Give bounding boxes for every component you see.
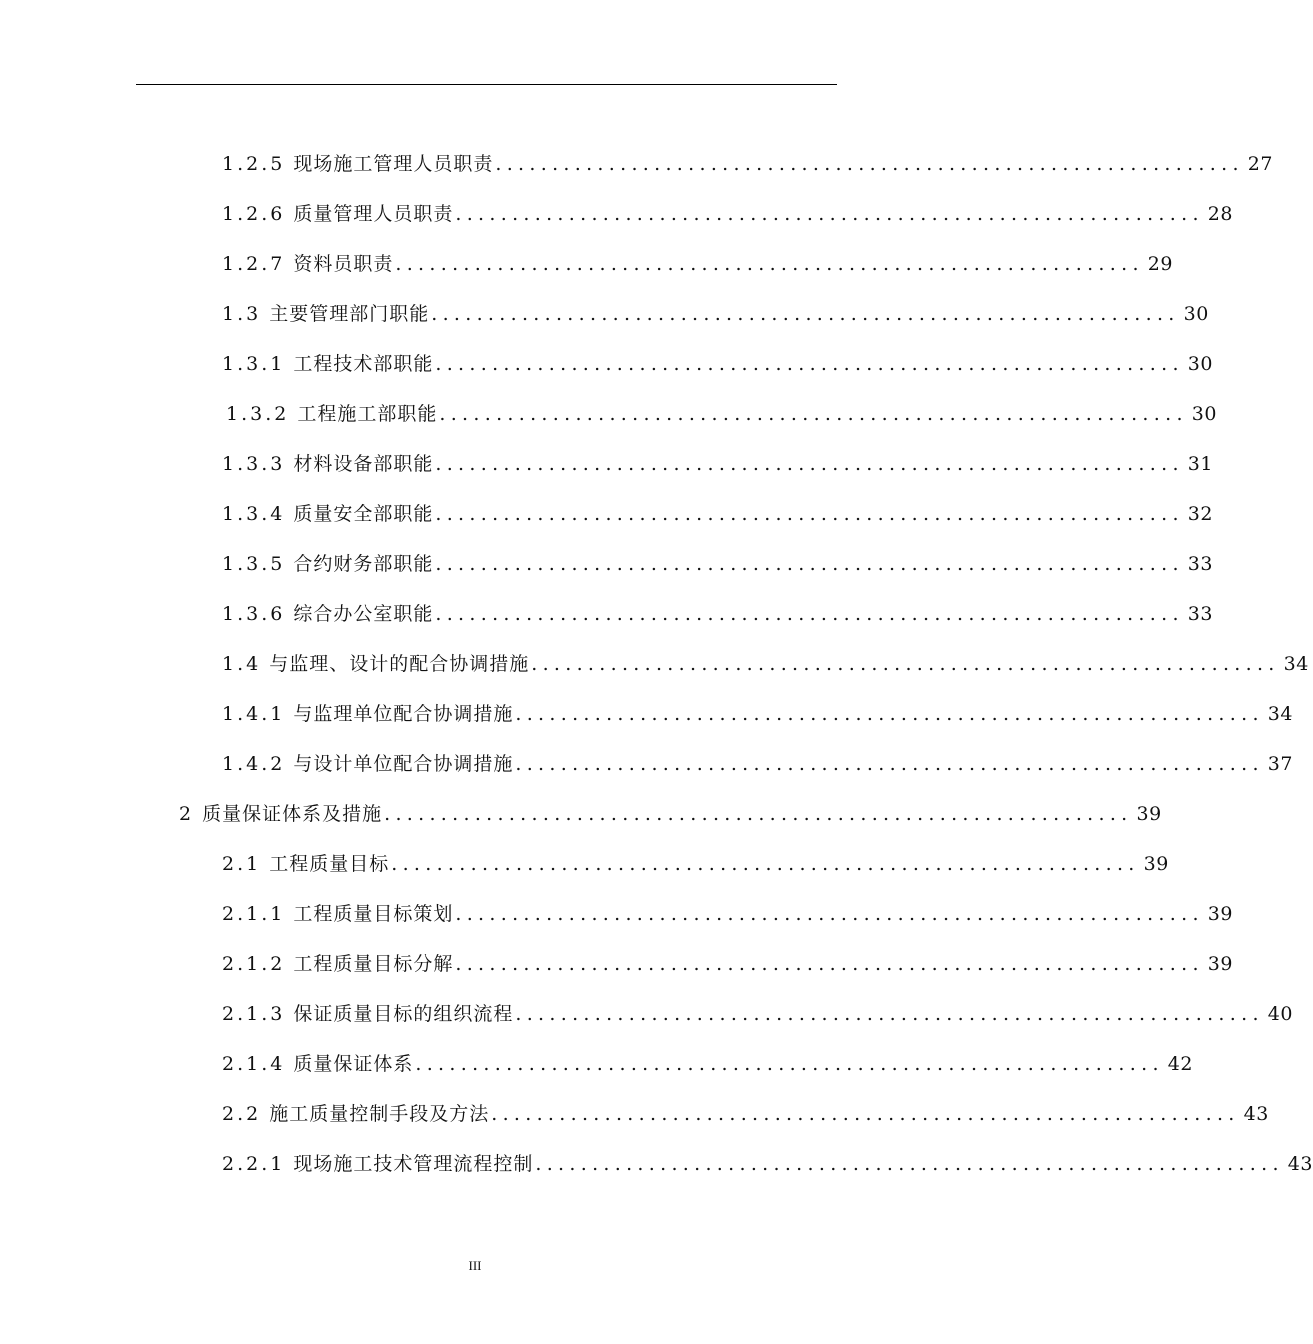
toc-entry-number: 1.4.2 <box>222 753 286 775</box>
toc-entry-number: 1.2.5 <box>222 153 286 175</box>
toc-entry-page: 33 <box>1187 553 1213 575</box>
toc-entry-number: 2.2.1 <box>222 1153 286 1175</box>
toc-entry-number: 1.2.7 <box>222 253 286 275</box>
toc-entry-number: 1.3.2 <box>226 403 290 425</box>
toc-entry-page: 42 <box>1167 1053 1193 1075</box>
toc-entry-number: 2.2 <box>222 1103 262 1125</box>
toc-entry-number: 1.3.6 <box>222 603 286 625</box>
toc-entry-title: 工程技术部职能 <box>293 353 434 375</box>
toc-leader-dots: .................................................................. <box>491 1103 1240 1125</box>
toc-entry-number: 2 <box>179 803 195 825</box>
toc-entry-number: 1.3.1 <box>222 353 286 375</box>
toc-entry[interactable] <box>222 146 1273 176</box>
toc-entry-page: 32 <box>1187 503 1213 525</box>
toc-entry-number: 1.4 <box>222 653 262 675</box>
toc-entry[interactable] <box>226 396 1217 426</box>
toc-entry[interactable] <box>222 496 1213 526</box>
toc-leader-dots: .................................................................. <box>455 903 1204 925</box>
toc-entry[interactable] <box>222 446 1213 476</box>
toc-leader-dots: .................................................................. <box>435 553 1184 575</box>
toc-entry-page: 30 <box>1191 403 1217 425</box>
toc-entry-title: 主要管理部门职能 <box>269 303 430 325</box>
toc-entry-title: 综合办公室职能 <box>293 603 434 625</box>
toc-entry-page: 43 <box>1287 1153 1313 1175</box>
toc-leader-dots: .................................................................. <box>515 1003 1264 1025</box>
toc-entry-title: 保证质量目标的组织流程 <box>293 1003 514 1025</box>
toc-entry-title: 质量管理人员职责 <box>293 203 454 225</box>
toc-entry-title: 材料设备部职能 <box>293 453 434 475</box>
toc-entry-title: 工程质量目标 <box>269 853 390 875</box>
toc-entry-title: 现场施工管理人员职责 <box>293 153 494 175</box>
toc-leader-dots: .................................................................. <box>495 153 1244 175</box>
toc-leader-dots: .................................................................. <box>455 203 1204 225</box>
toc-entry[interactable] <box>222 246 1173 276</box>
toc-entry-title: 工程质量目标策划 <box>293 903 454 925</box>
toc-entry-title: 工程质量目标分解 <box>293 953 454 975</box>
toc-entry-number: 2.1 <box>222 853 262 875</box>
toc-entry-title: 质量安全部职能 <box>293 503 434 525</box>
toc-leader-dots: .................................................................. <box>435 453 1184 475</box>
toc-entry-title: 质量保证体系 <box>293 1053 414 1075</box>
toc-entry[interactable] <box>222 746 1293 776</box>
toc-entry-page: 39 <box>1207 903 1233 925</box>
toc-leader-dots: .................................................................. <box>515 703 1264 725</box>
toc-entry-number: 2.1.2 <box>222 953 286 975</box>
toc-leader-dots: .................................................................. <box>435 353 1184 375</box>
toc-entry-title: 与监理单位配合协调措施 <box>293 703 514 725</box>
toc-entry-page: 37 <box>1267 753 1293 775</box>
toc-leader-dots: .................................................................. <box>531 653 1280 675</box>
toc-leader-dots: .................................................................. <box>535 1153 1284 1175</box>
toc-entry-page: 34 <box>1267 703 1293 725</box>
toc-entry[interactable] <box>222 696 1293 726</box>
toc-entry-title: 合约财务部职能 <box>293 553 434 575</box>
toc-leader-dots: .................................................................. <box>431 303 1180 325</box>
toc-leader-dots: .................................................................. <box>395 253 1144 275</box>
toc-entry-title: 质量保证体系及措施 <box>202 803 383 825</box>
toc-entry-page: 33 <box>1187 603 1213 625</box>
toc-entry[interactable] <box>222 896 1233 926</box>
toc-entry[interactable] <box>222 846 1169 876</box>
toc-leader-dots: .................................................................. <box>435 603 1184 625</box>
toc-entry-number: 1.4.1 <box>222 703 286 725</box>
toc-entry-page: 39 <box>1143 853 1169 875</box>
toc-entry-number: 1.2.6 <box>222 203 286 225</box>
page-number: III <box>468 1258 482 1273</box>
toc-entry-number: 2.1.1 <box>222 903 286 925</box>
toc-entry[interactable] <box>179 796 1162 826</box>
toc-entry[interactable] <box>222 646 1309 676</box>
toc-entry-page: 28 <box>1207 203 1233 225</box>
toc-entry-number: 2.1.3 <box>222 1003 286 1025</box>
toc-entry-page: 34 <box>1283 653 1309 675</box>
toc-entry-number: 1.3.5 <box>222 553 286 575</box>
toc-entry[interactable] <box>222 1096 1269 1126</box>
toc-entry-page: 27 <box>1247 153 1273 175</box>
toc-entry-page: 39 <box>1207 953 1233 975</box>
toc-entry[interactable] <box>222 196 1233 226</box>
toc-leader-dots: .................................................................. <box>435 503 1184 525</box>
toc-entry-title: 施工质量控制手段及方法 <box>269 1103 490 1125</box>
toc-leader-dots: .................................................................. <box>439 403 1188 425</box>
toc-entry-page: 39 <box>1136 803 1162 825</box>
toc-leader-dots: .................................................................. <box>455 953 1204 975</box>
toc-leader-dots: .................................................................. <box>384 803 1133 825</box>
toc-entry[interactable] <box>222 946 1233 976</box>
toc-entry-number: 1.3.4 <box>222 503 286 525</box>
toc-entry[interactable] <box>222 1146 1313 1176</box>
toc-entry[interactable] <box>222 296 1209 326</box>
toc-entry-page: 40 <box>1267 1003 1293 1025</box>
toc-entry-page: 29 <box>1147 253 1173 275</box>
toc-leader-dots: .................................................................. <box>515 753 1264 775</box>
toc-entry[interactable] <box>222 346 1213 376</box>
toc-entry-title: 现场施工技术管理流程控制 <box>293 1153 534 1175</box>
toc-entry-title: 与设计单位配合协调措施 <box>293 753 514 775</box>
toc-entry-page: 43 <box>1243 1103 1269 1125</box>
toc-entry-page: 30 <box>1183 303 1209 325</box>
toc-leader-dots: .................................................................. <box>391 853 1140 875</box>
toc-entry-page: 30 <box>1187 353 1213 375</box>
toc-entry-number: 2.1.4 <box>222 1053 286 1075</box>
toc-entry-title: 工程施工部职能 <box>297 403 438 425</box>
toc-entry-number: 1.3.3 <box>222 453 286 475</box>
toc-entry-title: 资料员职责 <box>293 253 394 275</box>
toc-leader-dots: .................................................................. <box>415 1053 1164 1075</box>
toc-entry[interactable] <box>222 546 1213 576</box>
toc-entry-page: 31 <box>1187 453 1213 475</box>
toc-entry[interactable] <box>222 1046 1193 1076</box>
toc-entry[interactable] <box>222 596 1213 626</box>
toc-entry-number: 1.3 <box>222 303 262 325</box>
toc-entry-title: 与监理、设计的配合协调措施 <box>269 653 530 675</box>
toc-entry[interactable] <box>222 996 1293 1026</box>
